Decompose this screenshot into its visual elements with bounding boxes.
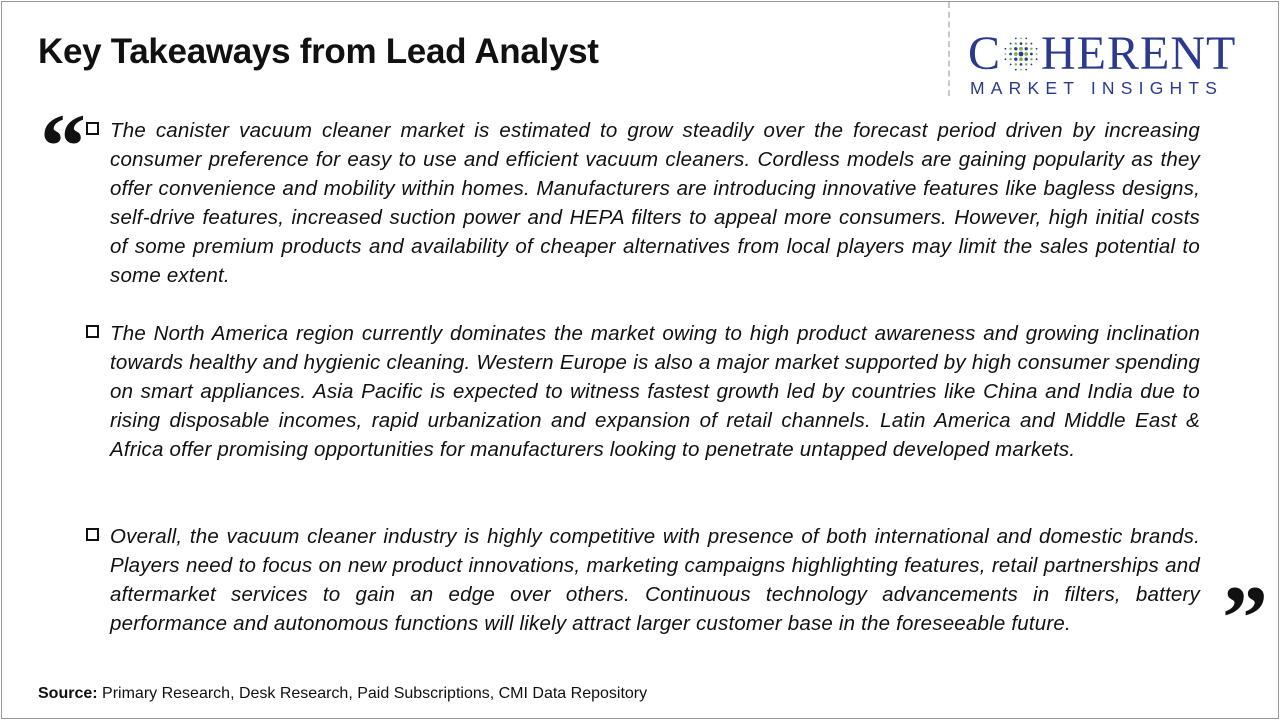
checkbox-square-icon bbox=[86, 528, 99, 541]
company-logo bbox=[968, 27, 1260, 100]
checkbox-square-icon bbox=[86, 122, 99, 135]
takeaway-text: The canister vacuum cleaner market is estimated to grow steadily over the forecast period driven by increasing consumer preference for easy to use and efficient vacuum cleaners. Cordless models are gaining popularity as they offer convenience and mobility within homes. Manufacturers are introducing innovative features like bagless designs, self-drive features, increased suction power and HEPA filters to appeal more consumers. However, high initial costs of some premium products and availability of cheaper alternatives from local players may limit the sales potential to some extent. bbox=[110, 119, 1200, 287]
source-label: Source: bbox=[38, 685, 98, 702]
takeaway-text: Overall, the vacuum cleaner industry is highly competitive with presence of both international and domestic brands. Players need to focus on new product innovations, marketing campaigns highlighting features, retail partnerships and aftermarket services to gain an edge over others. Continuous technology advancements in filters, battery performance and autonomous functions will likely attract larger customer base in the foreseeable future. bbox=[110, 525, 1200, 635]
source-text: Primary Research, Desk Research, Paid Subscriptions, CMI Data Repository bbox=[102, 685, 648, 702]
takeaway-text: The North America region currently dominates the market owing to high product awareness and growing inclination towards healthy and hygienic cleaning. Western Europe is also a major market supported by high consumer spending on smart appliances. Asia Pacific is expected to witness fastest growth led by countries like China and India due to rising disposable incomes, rapid urbanization and expansion of retail channels. Latin America and Middle East & Africa offer promising opportunities for manufacturers looking to penetrate untapped developed markets. bbox=[110, 322, 1200, 461]
header-divider bbox=[948, 2, 950, 96]
takeaway-item bbox=[86, 522, 1200, 638]
close-quote-icon: ” bbox=[1222, 567, 1268, 669]
source-note bbox=[38, 685, 647, 703]
logo-word-right: HERENT bbox=[1041, 27, 1237, 80]
page-title: Key Takeaways from Lead Analyst bbox=[38, 32, 599, 71]
checkbox-square-icon bbox=[86, 325, 99, 338]
logo-subtitle: MARKET INSIGHTS bbox=[970, 78, 1224, 98]
open-quote-icon: “ bbox=[40, 95, 86, 197]
logo-wordmark bbox=[968, 27, 1237, 80]
takeaway-item bbox=[86, 319, 1200, 464]
logo-dots-icon bbox=[1002, 35, 1040, 73]
takeaway-item bbox=[86, 116, 1200, 290]
logo-word-left: C bbox=[968, 27, 1002, 80]
